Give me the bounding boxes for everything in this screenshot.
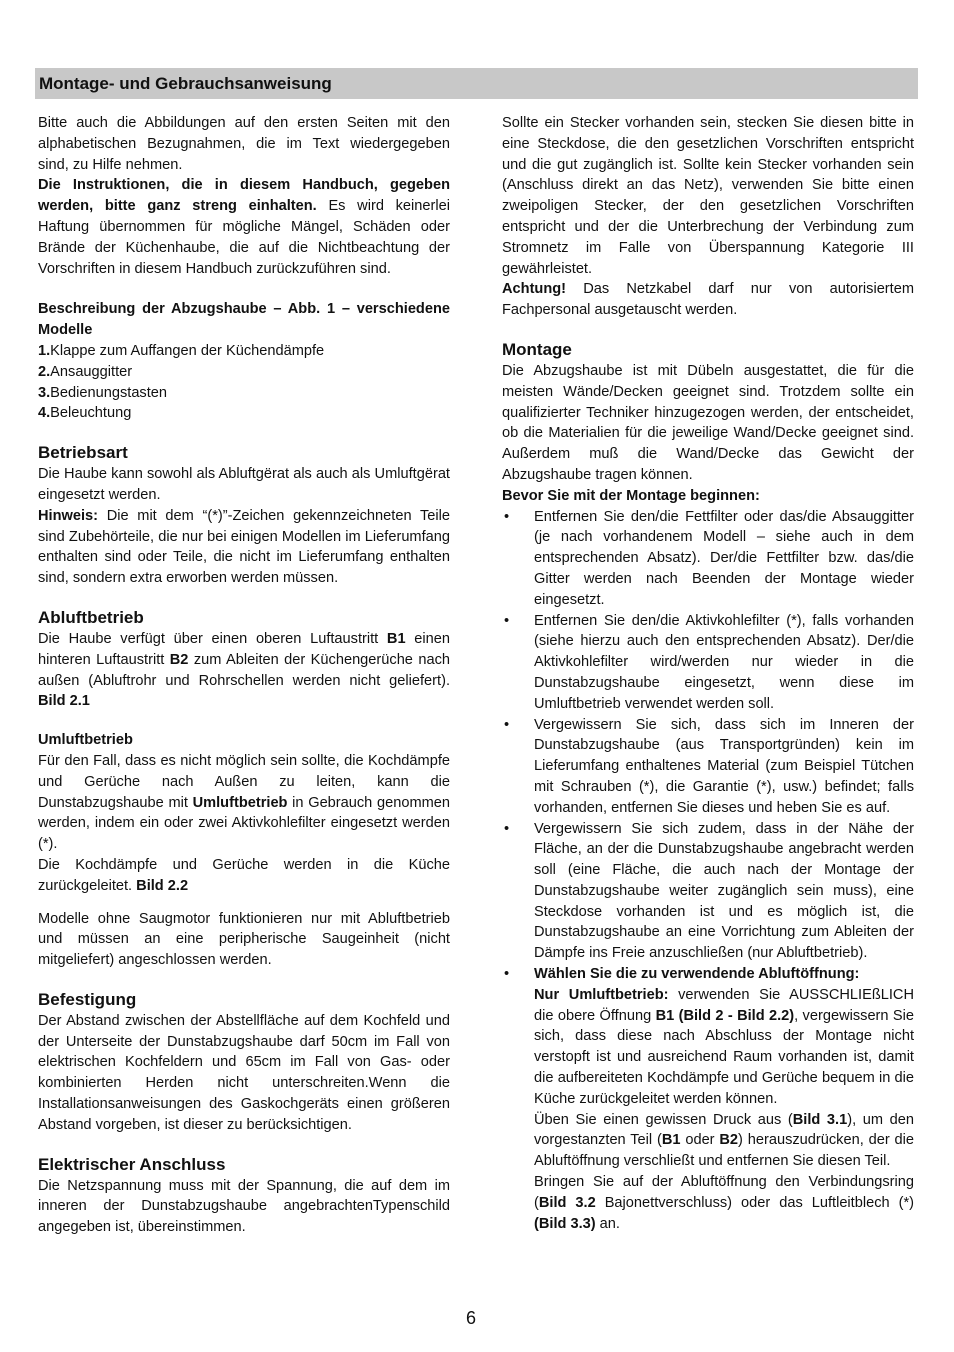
stecker-paragraph: Sollte ein Stecker vorhanden sein, stecken Sie diesen bitte in eine Steckdose, die den gesetzlichen Vorschriften entspricht und die gut zugänglich ist. Sollte kein Stecker vorhanden sein (Anschluss direkt an das Netz), verwenden Sie bitte einen zweipoligen Stecker, der den gesetzlichen Vorschriften entspricht und der die Unterbrechung der Verbindung zum Stromnetz im Falle von Überspannung Kategorie III gewährleistet. bbox=[502, 115, 914, 277]
umluft-paragraph: Für den Fall, dass es nicht möglich sein sollte, die Kochdämpfe und Gerüche nach Außen zu leiten, kann die Dunstabzugshaube mit Umluftbetrieb in Gebrauch genommen werden, indem ein oder zwei Aktivkohlefilter eingesetzt werden (*). bbox=[38, 752, 451, 853]
montage-bullets bbox=[502, 507, 914, 1235]
instructions-bold: Die Instruktionen, die in diesem Handbuch, gegeben werden, bitte ganz streng einhalten. bbox=[38, 177, 450, 215]
parts-list bbox=[38, 341, 450, 424]
hint-label: Hinweis: bbox=[38, 507, 99, 524]
umluft-heading: Umluftbetrieb bbox=[38, 732, 133, 749]
right-column bbox=[502, 113, 914, 1234]
instructions-text: Es wird keinerlei Haftung übernommen für mögliche Mängel, Schäden oder Brände der Küchenhaube, die auf die Nichtbeachtung der Vorschriften in diesem Handbuch zurückzuführen sind. bbox=[38, 198, 450, 277]
betriebsart-paragraph: Die Haube kann sowohl als Abluftgërat als auch als Umluftgërat eingesetzt werden. bbox=[38, 466, 450, 503]
warning-paragraph: Achtung! Das Netzkabel darf nur von autorisiertem Fachpersonal ausgetauscht werden. bbox=[502, 281, 914, 319]
intro-paragraph: Bitte auch die Abbildungen auf den ersten Seiten mit den alphabetischen Bezugnahmen, die im Text wiedergegeben sind, zu Hilfe nehmen. bbox=[38, 115, 450, 173]
description-heading: Beschreibung der Abzugshaube – Abb. 1 – verschiedene Modelle bbox=[38, 301, 450, 339]
models-paragraph: Modelle ohne Saugmotor funktionieren nur mit Abluftbetrieb und müssen an eine peripherische Saugeinheit (nicht mitgeliefert) angeschlossen werden. bbox=[38, 910, 450, 969]
betriebsart-heading: Betriebsart bbox=[38, 443, 128, 463]
list-item: • Vergewissern Sie sich zudem, dass in der Nähe der Fläche, an der die Dunstabzugshaube angebracht werden soll (eine Fläche, die auch nach der Montage der Dunstabzugshaube weiter zugänglich sein muss), eine Steckdose vorhanden ist und es möglich ist, die Dunstabzugshaube an eine Vorrichtung zum Ableiten der Dämpfe ins Freie anzuschließen (nur Abluftbetrieb). bbox=[502, 819, 914, 965]
montage-paragraph: Die Abzugshaube ist mit Dübeln ausgestattet, die für die meisten Wände/Decken geeignet sind. Trotzdem sollte ein qualifizierter Techniker hinzugezogen werden, der entscheidet, ob die Materialien für die jeweilige Wand/Decke geeignet sind. Außerdem muß die Wand/Decke das Gewicht der Abzugshaube tragen können. bbox=[502, 362, 914, 483]
list-item: • Wählen Sie die zu verwendende Abluftöffnung: Nur Umluftbetrieb: verwenden Sie AUSSCHLIEßLICH die obere Öffnung B1 (Bild 2 - Bild 2.2), vergewissern Sie sich, dass diese nach Abschluss der Montage nicht verstopft ist und ausreichend Raum vorhanden ist, damit die aufbereiteten Kochdämpfe und Gerüche bequem in die Küche zurückgeleitet werden können. Üben Sie einen gewissen Druck aus (Bild 3.1), um den vorgestanzten Teil (B1 oder B2) herauszudrücken, der die Abluftöffnung verschließt und entfernen Sie diesen Teil. Bringen Sie auf der Abluftöffnung den Verbindungsring (Bild 3.2 Bajonettverschluss) oder das Luftleitblech (*) (Bild 3.3) an. bbox=[502, 964, 914, 1234]
warning-label: Achtung! bbox=[502, 281, 567, 298]
list-item: 4.Beleuchtung bbox=[38, 405, 132, 422]
befestigung-heading: Befestigung bbox=[38, 989, 137, 1009]
montage-heading: Montage bbox=[502, 339, 572, 359]
list-item: 3.Bedienungstasten bbox=[38, 384, 168, 401]
opening-heading: Wählen Sie die zu verwendende Abluftöffnung: bbox=[534, 966, 860, 983]
section-header: Montage- und Gebrauchsanweisung bbox=[35, 68, 918, 99]
hint-paragraph: Hinweis: Die mit dem “(*)”-Zeichen gekennzeichneten Teile sind Zubehörteile, die nur bei einigen Modellen im Lieferumfang enthalten sind oder Teile, die nicht im Lieferumfang enthalten sind, sondern extra erworben werden müssen. bbox=[38, 507, 450, 587]
befestigung-paragraph: Der Abstand zwischen der Abstellfläche auf dem Kochfeld und der Unterseite der Dunstabzugshaube darf 50cm im Fall von elektrischen Kochfeldern und 65cm im Fall von Gas- oder kombinierten Herden nicht unterschreiten.Wenn die Installationsanweisungen des Gaskochgeräts einen größeren Abstand vorgeben, ist dieser zu berücksichtigen. bbox=[38, 1012, 450, 1133]
list-item: 1.Klappe zum Auffangen der Küchendämpfe bbox=[38, 342, 325, 359]
umluft-paragraph-2: Die Kochdämpfe und Gerüche werden in die Küche zurückgeleitet. Bild 2.2 bbox=[38, 856, 450, 894]
elektro-paragraph: Die Netzspannung muss mit der Spannung, die auf dem im inneren der Dunstabzugshaube angebrachtenTypenschild angegeben ist, übereinstimmen. bbox=[38, 1177, 450, 1236]
left-column bbox=[38, 113, 450, 1238]
before-heading: Bevor Sie mit der Montage beginnen: bbox=[502, 487, 760, 504]
list-item: • Vergewissern Sie sich, dass sich im Inneren der Dunstabzugshaube (aus Transportgründen) kein im Lieferumfang enthaltenes Material (zum Beispiel Tütchen mit Schrauben (*), die Garantie (*), usw.) befindet; falls vorhanden, entfernen Sie dieses und heben Sie es auf. bbox=[502, 715, 914, 819]
list-item: 2.Ansauggitter bbox=[38, 363, 133, 380]
list-item: • Entfernen Sie den/die Aktivkohlefilter (*), falls vorhanden (siehe hierzu auch den entsprechenden Absatz). Der/die Aktivkohlefilter wird/werden nur wieder in die Dunstabzugshaube eingesetzt, wenn diese im Umluftbetrieb verwendet werden soll. bbox=[502, 611, 914, 715]
instructions-paragraph bbox=[38, 175, 450, 279]
elektro-heading: Elektrischer Anschluss bbox=[38, 1154, 226, 1174]
abluft-heading: Abluftbetrieb bbox=[38, 607, 144, 627]
page-number: 6 bbox=[466, 1308, 477, 1328]
list-item: • Entfernen Sie den/die Fettfilter oder das/die Absauggitter (je nach vorhandenem Modell – siehe auch in dem entsprechenden Absatz). Der/die Fettfilter bzw. das/die Gitter werden nach Beenden der Montage wieder eingesetzt. bbox=[502, 507, 914, 611]
abluft-paragraph: Die Haube verfügt über einen oberen Luftaustritt B1 einen hinteren Luftaustritt B2 zum Ableiten der Küchengerüche nach außen (Abluftrohr und Rohrschellen werden nicht geliefert). Bild 2.1 bbox=[38, 630, 450, 710]
